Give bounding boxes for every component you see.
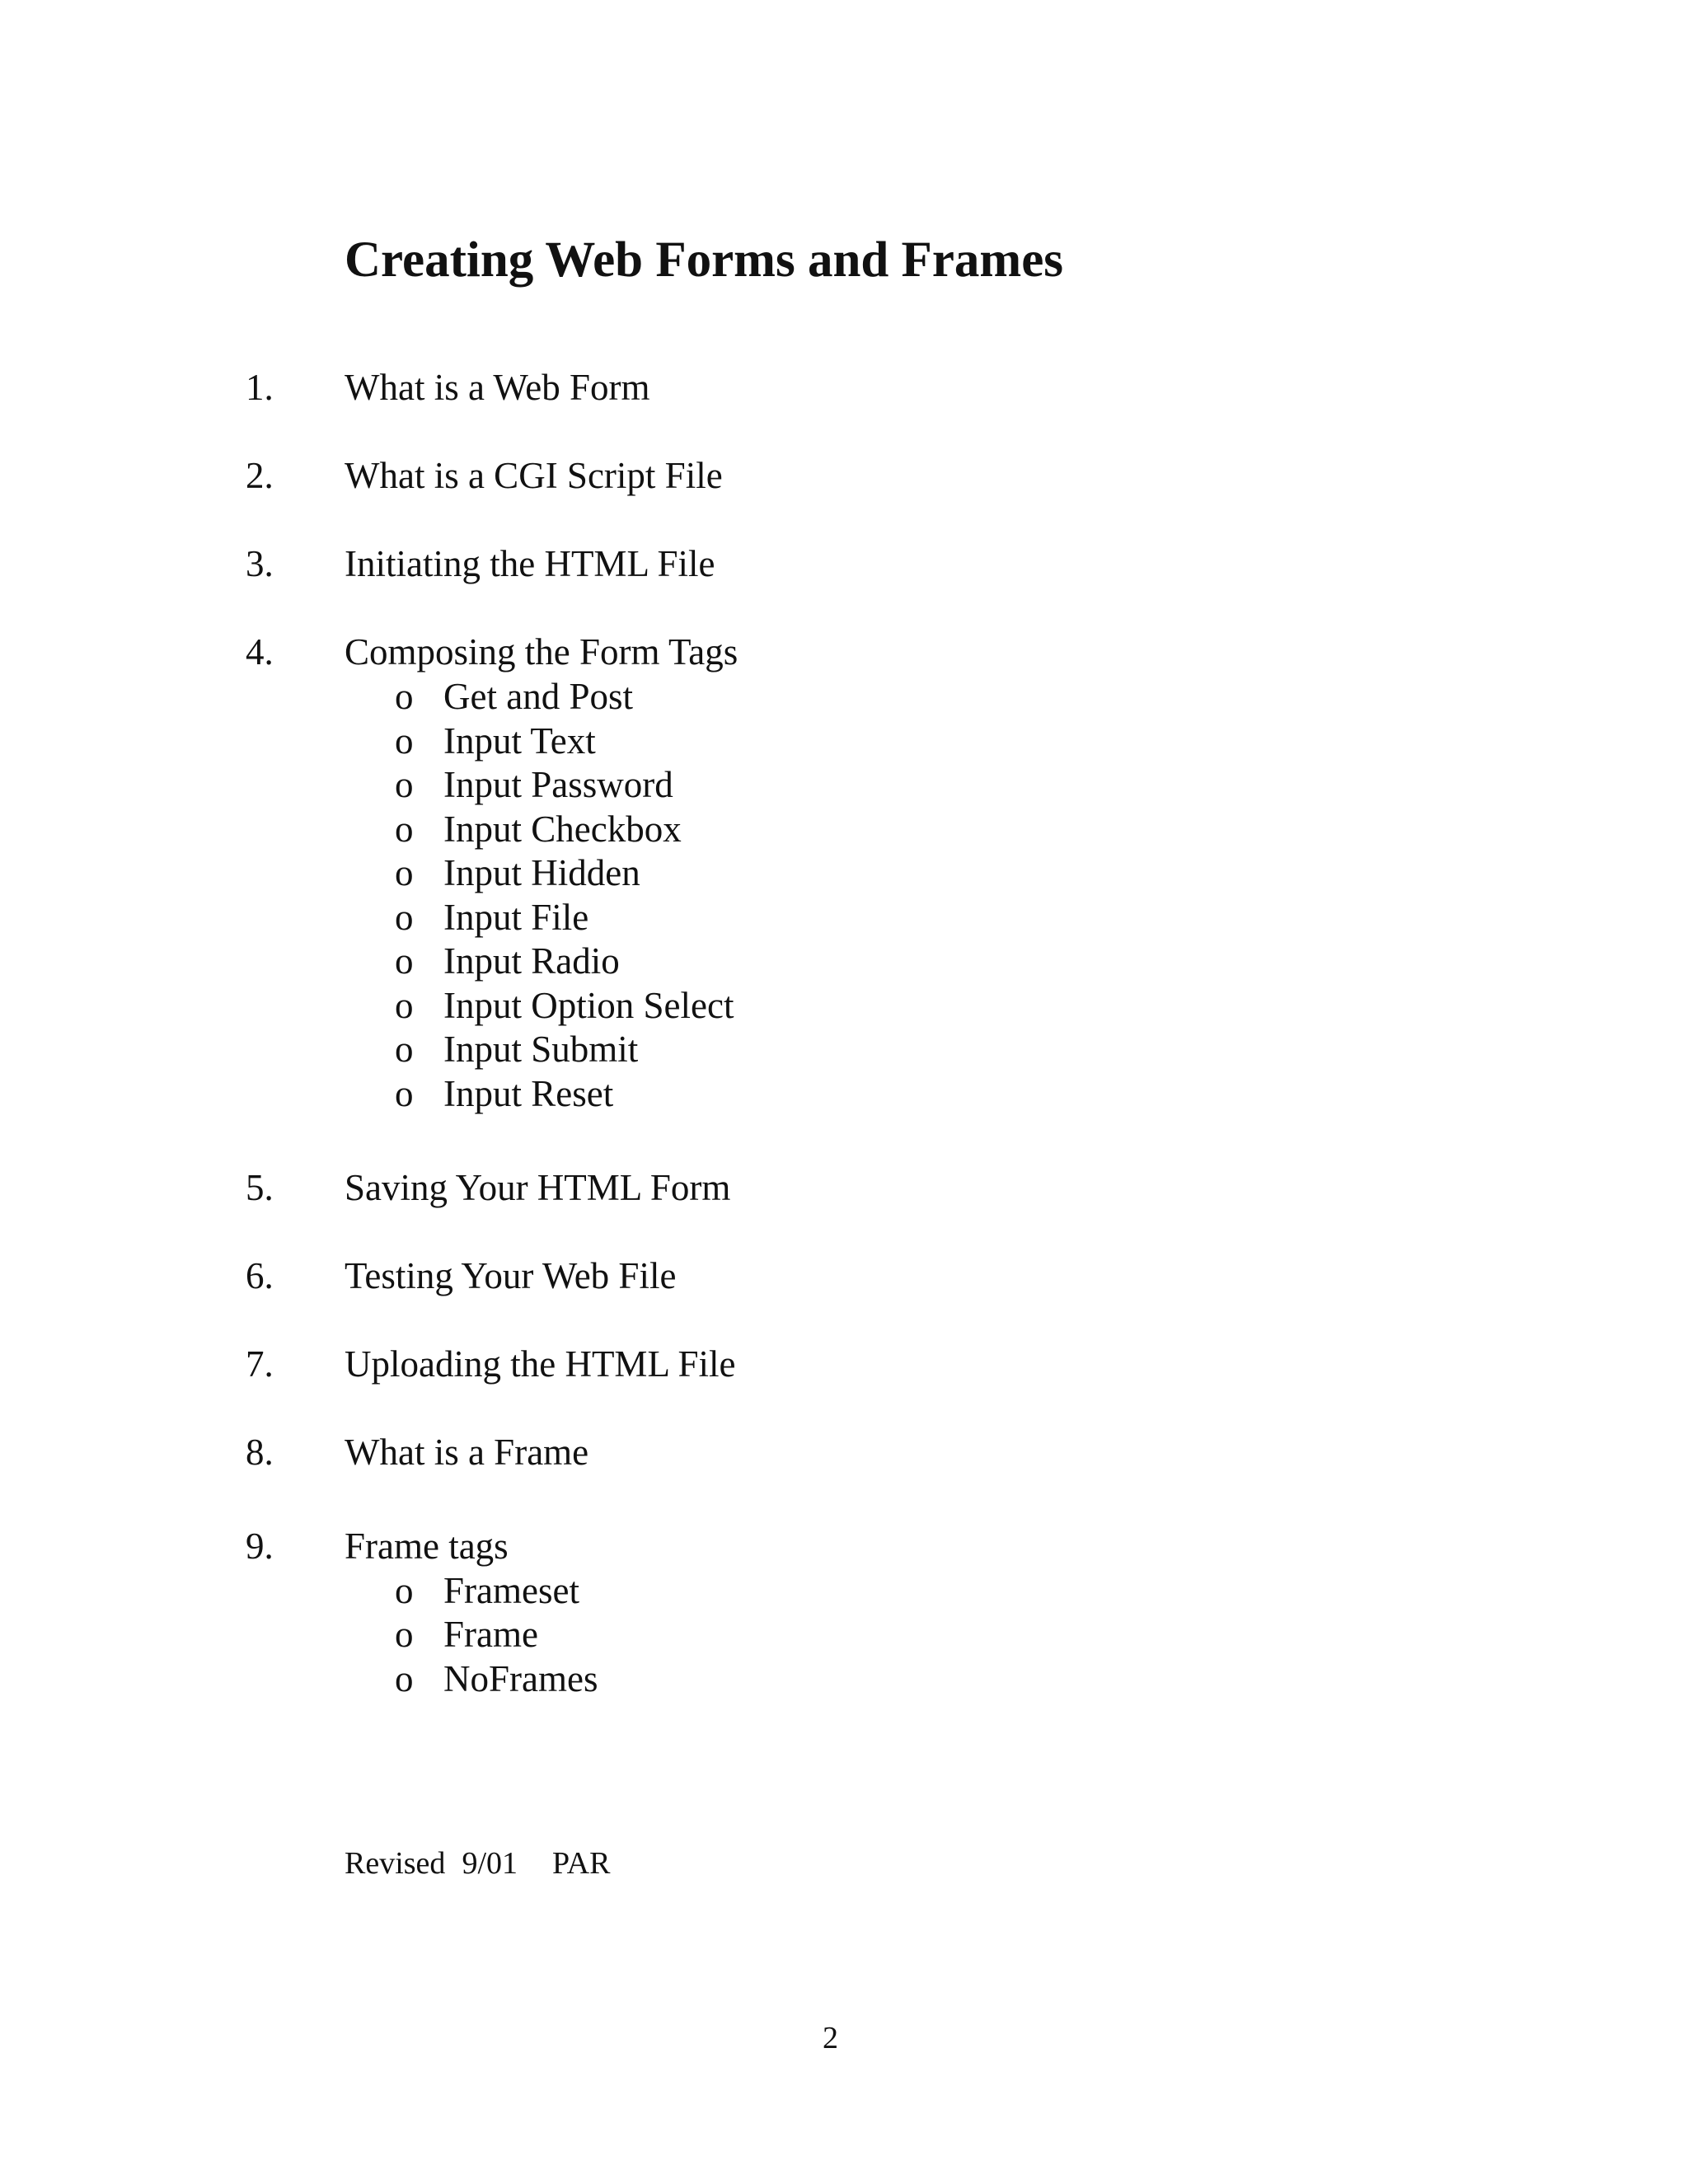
bullet-icon: o	[395, 985, 414, 1026]
sub-item-label: Input Radio	[443, 940, 620, 982]
item-label: Uploading the HTML File	[345, 1343, 736, 1385]
bullet-icon: o	[395, 1658, 414, 1699]
bullet-icon: o	[395, 897, 414, 938]
revised-date: 9/01	[462, 1846, 518, 1881]
item-label: What is a Frame	[345, 1432, 589, 1473]
bullet-icon: o	[395, 1614, 414, 1655]
item-number: 6.	[246, 1255, 274, 1296]
sub-item-label: NoFrames	[443, 1658, 598, 1699]
sub-item-label: Input Checkbox	[443, 808, 682, 850]
sub-item-label: Input Submit	[443, 1029, 639, 1070]
sub-item-label: Input Option Select	[443, 985, 734, 1026]
item-label: Saving Your HTML Form	[345, 1167, 731, 1208]
sub-item-label: Get and Post	[443, 676, 633, 717]
bullet-icon: o	[395, 1570, 414, 1611]
revision-note	[345, 1846, 610, 1882]
bullet-icon: o	[395, 1029, 414, 1070]
bullet-icon: o	[395, 1073, 414, 1114]
item-number: 1.	[246, 367, 274, 408]
item-label: Frame tags	[345, 1526, 509, 1567]
item-number: 5.	[246, 1167, 274, 1208]
item-label: What is a CGI Script File	[345, 455, 723, 496]
revised-label: Revised	[345, 1846, 446, 1881]
item-label: Initiating the HTML File	[345, 543, 715, 584]
item-number: 2.	[246, 455, 274, 496]
sub-item-label: Input Reset	[443, 1073, 614, 1114]
author-initials: PAR	[552, 1846, 611, 1881]
item-number: 8.	[246, 1432, 274, 1473]
sub-item-label: Input Hidden	[443, 852, 640, 893]
item-number: 7.	[246, 1343, 274, 1385]
sub-item-label: Input File	[443, 897, 589, 938]
item-label: Composing the Form Tags	[345, 631, 738, 673]
bullet-icon: o	[395, 940, 414, 982]
item-label: Testing Your Web File	[345, 1255, 677, 1296]
sub-item-label: Input Text	[443, 720, 596, 762]
sub-item-label: Frameset	[443, 1570, 579, 1611]
bullet-icon: o	[395, 764, 414, 805]
item-number: 4.	[246, 631, 274, 673]
page-number: 2	[823, 2021, 838, 2055]
bullet-icon: o	[395, 676, 414, 717]
item-label: What is a Web Form	[345, 367, 650, 408]
item-number: 9.	[246, 1526, 274, 1567]
bullet-icon: o	[395, 852, 414, 893]
sub-item-label: Input Password	[443, 764, 673, 805]
bullet-icon: o	[395, 808, 414, 850]
page-title: Creating Web Forms and Frames	[345, 232, 1064, 288]
bullet-icon: o	[395, 720, 414, 762]
sub-item-label: Frame	[443, 1614, 538, 1655]
item-number: 3.	[246, 543, 274, 584]
